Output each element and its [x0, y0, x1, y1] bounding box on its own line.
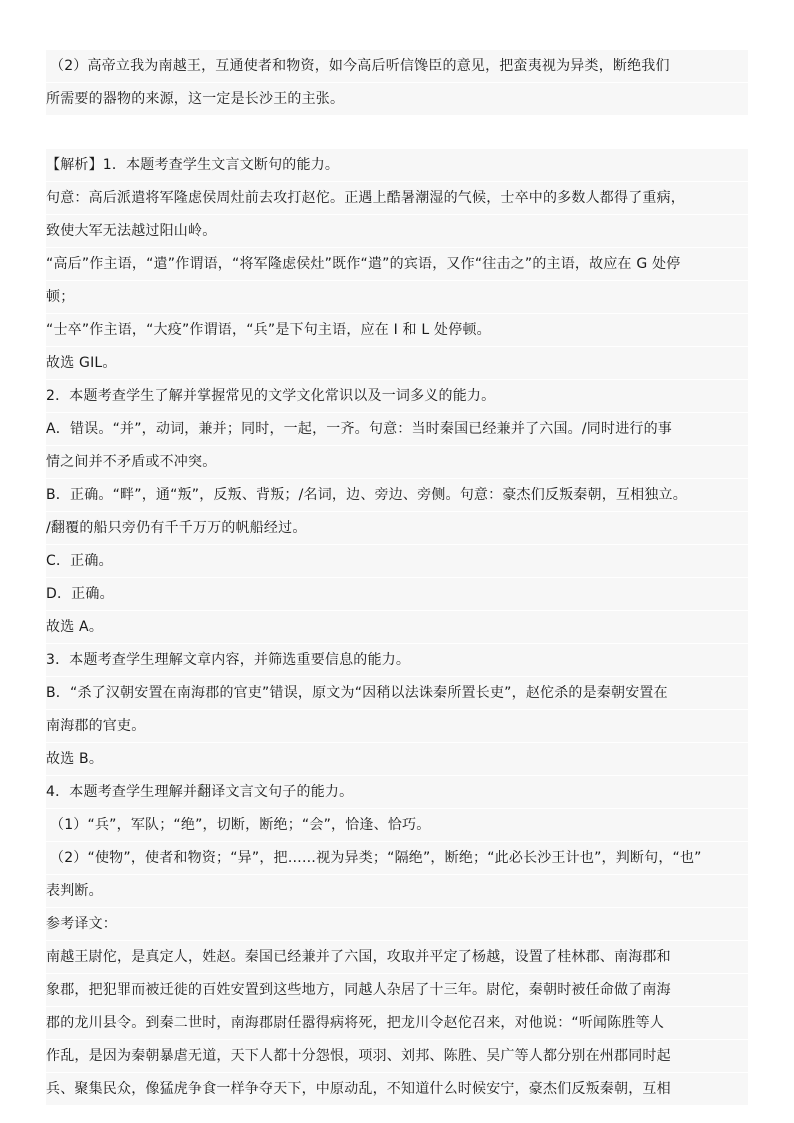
text-line: 表判断。: [46, 875, 748, 908]
text-line: 所需要的器物的来源，这一定是长沙王的主张。: [46, 83, 748, 116]
text-line: 作乱，是因为秦朝暴虐无道，天下人都十分怨恨，项羽、刘邦、陈胜、吴广等人都分别在州郡同时起: [46, 1040, 748, 1073]
translation-heading: 参考译文：: [46, 908, 748, 941]
text-line: “士卒”作主语，“大疫”作谓语，“兵”是下句主语，应在 I 和 L 处停顿。: [46, 314, 748, 347]
text-line: 致使大军无法越过阳山岭。: [46, 215, 748, 248]
text-line: /翻覆的船只旁仍有千千万万的帆船经过。: [46, 512, 748, 545]
text-line: 郡的龙川县令。到秦二世时，南海郡尉任嚣得病将死，把龙川令赵佗召来，对他说：“听闻陈胜等人: [46, 1007, 748, 1040]
blank-line: [46, 116, 748, 149]
text-line: A．错误。“并”，动词，兼并；同时，一起，一齐。句意：当时秦国已经兼并了六国。/同时进行的事: [46, 413, 748, 446]
question-heading: 2．本题考查学生了解并掌握常见的文学文化常识以及一词多义的能力。: [46, 380, 748, 413]
text-line: 南越王尉佗，是真定人，姓赵。秦国已经兼并了六国，攻取并平定了杨越，设置了桂林郡、南海郡和: [46, 941, 748, 974]
analysis-heading: 【解析】1．本题考查学生文言文断句的能力。: [46, 149, 748, 182]
text-line: 故选 A。: [46, 611, 748, 644]
text-line: 南海郡的官吏。: [46, 710, 748, 743]
text-line: 故选 GIL。: [46, 347, 748, 380]
text-line: B．正确。“畔”，通“叛”，反叛、背叛；/名词，边、旁边、旁侧。句意：豪杰们反叛秦朝，互相独立。: [46, 479, 748, 512]
question-heading: 4．本题考查学生理解并翻译文言文句子的能力。: [46, 776, 748, 809]
text-line: （2）高帝立我为南越王，互通使者和物资，如今高后听信馋臣的意见，把蛮夷视为异类，断绝我们: [46, 50, 748, 83]
text-line: 兵、聚集民众，像猛虎争食一样争夺天下，中原动乱，不知道什么时候安宁，豪杰们反叛秦朝，互相: [46, 1073, 748, 1106]
text-line: 句意：高后派遣将军隆虑侯周灶前去攻打赵佗。正遇上酷暑潮湿的气候，士卒中的多数人都得了重病，: [46, 182, 748, 215]
question-heading: 3．本题考查学生理解文章内容，并筛选重要信息的能力。: [46, 644, 748, 677]
text-line: （2）“使物”，使者和物资；“异”，把……视为异类；“隔绝”，断绝；“此必长沙王计也”，判断句，“也”: [46, 842, 748, 875]
text-line: D．正确。: [46, 578, 748, 611]
text-line: C．正确。: [46, 545, 748, 578]
text-line: 情之间并不矛盾或不冲突。: [46, 446, 748, 479]
document-page: [46, 50, 748, 1106]
text-line: 顿；: [46, 281, 748, 314]
text-line: 象郡，把犯罪而被迁徙的百姓安置到这些地方，同越人杂居了十三年。尉佗，秦朝时被任命做了南海: [46, 974, 748, 1007]
text-line: B．“杀了汉朝安置在南海郡的官吏”错误，原文为“因稍以法诛秦所置长吏”，赵佗杀的是秦朝安置在: [46, 677, 748, 710]
text-line: 故选 B。: [46, 743, 748, 776]
text-line: “高后”作主语，“遣”作谓语，“将军隆虑侯灶”既作“遣”的宾语，又作“往击之”的主语，故应在 G 处停: [46, 248, 748, 281]
text-line: （1）“兵”，军队；“绝”，切断，断绝；“会”，恰逢、恰巧。: [46, 809, 748, 842]
